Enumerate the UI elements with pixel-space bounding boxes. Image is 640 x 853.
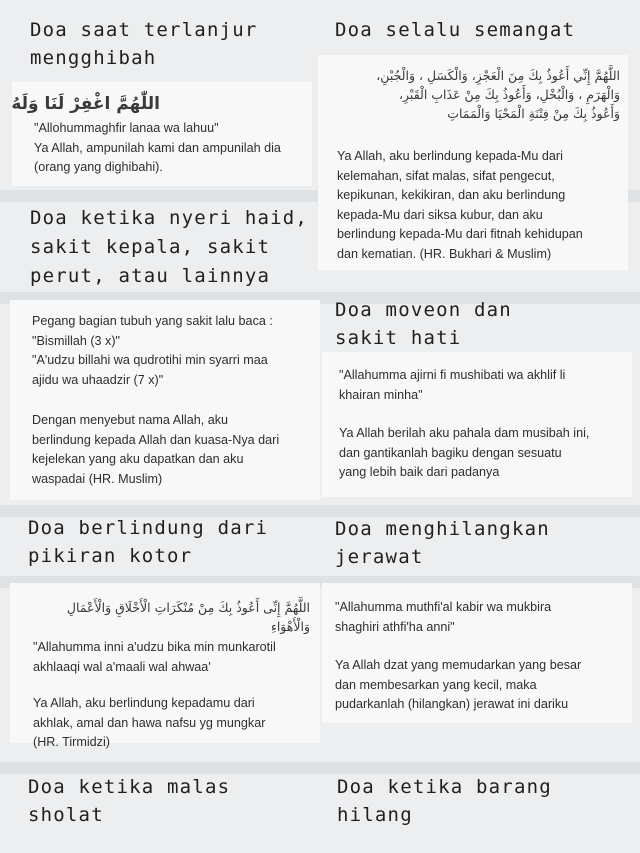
section-title: Doa berlindung dari pikiran kotor bbox=[28, 517, 269, 567]
arabic-text: اللَّهُمَّ إِنِّي أَعُوذُ بِكَ مِنَ الْعَجْزِ، وَالْكَسَلِ ، وَالْجُبْنِ، وَالْهَرَمِ ، وَالْبُخْلِ، وَأَعُوذُ بِكَ مِنْ عَذَابِ الْقَبْرِ، وَأَعُوذُ بِكَ مِنْ فِتْنَةِ الْمَحْيَا وَالْمَمَاتِ bbox=[376, 68, 620, 121]
translation-text: Ya Allah dzat yang memudarkan yang besar dan membesarkan yang kecil, maka pudarkanlah (hilangkan) jerawat ini dariku bbox=[335, 658, 582, 711]
prayer-text: "Allahumma ajirni fi mushibati wa akhlif li khairan minha" bbox=[339, 368, 566, 402]
prayer-text: "Allahumma muthfi'al kabir wa mukbira shaghiri athfi'ha anni" bbox=[335, 600, 552, 634]
translation-text: Dengan menyebut nama Allah, aku berlindung kepada Allah dan kuasa-Nya dari kejelekan yang aku dapatkan dan aku waspadai (HR. Muslim) bbox=[32, 413, 280, 486]
prayer-text: "Allahumma inni a'udzu bika min munkarotil akhlaaqi wal a'maali wal ahwaa' bbox=[33, 640, 276, 674]
prayer-text: Ya Allah, aku berlindung kepada-Mu dari kelemahan, sifat malas, sifat pengecut, kepikunan, kekikiran, dan aku berlindung kepada-Mu dari siksa kubur, dan aku berlindung kepada-Mu dari fitnah kehidupan dan kematian. (HR. Bukhari & Muslim) bbox=[337, 149, 583, 261]
section-title: Doa ketika nyeri haid, sakit kepala, sakit perut, atau lainnya bbox=[30, 207, 309, 287]
section-title: Doa selalu semangat bbox=[335, 19, 576, 41]
section-title: Doa menghilangkan jerawat bbox=[335, 518, 550, 568]
prayer-text: "Allohummaghfir lanaa wa lahuu" Ya Allah, ampunilah kami dan ampunilah dia (orang yang dighibahi). bbox=[34, 121, 281, 174]
arabic-text: اللَّهُمَّ إِنِّى أَعُوذُ بِكَ مِنْ مُنْكَرَاتِ الْأَخْلَاقِ وَالْأَعْمَالِ وَالْأَهْوَاءِ bbox=[66, 600, 310, 634]
arabic-text: اللّٰهُمَّ اغْفِرْ لَنَا وَلَهُ bbox=[11, 94, 160, 114]
prayer-text: Pegang bagian tubuh yang sakit lalu baca : "Bismillah (3 x)" "A'udzu billahi wa qudrotihi min syarri maa ajidu wa uhaadzir (7 x)" bbox=[32, 314, 273, 387]
section-title: Doa ketika malas sholat bbox=[28, 776, 231, 826]
section-title: Doa moveon dan sakit hati bbox=[335, 299, 512, 349]
translation-text: Ya Allah, aku berlindung kepadamu dari akhlak, amal dan hawa nafsu yg mungkar (HR. Tirmidzi) bbox=[33, 696, 266, 749]
translation-text: Ya Allah berilah aku pahala dam musibah ini, dan gantikanlah bagiku dengan sesuatu yang lebih baik dari padanya bbox=[339, 426, 590, 479]
section-title: Doa ketika barang hilang bbox=[337, 776, 552, 826]
section-title: Doa saat terlanjur mengghibah bbox=[30, 19, 258, 69]
